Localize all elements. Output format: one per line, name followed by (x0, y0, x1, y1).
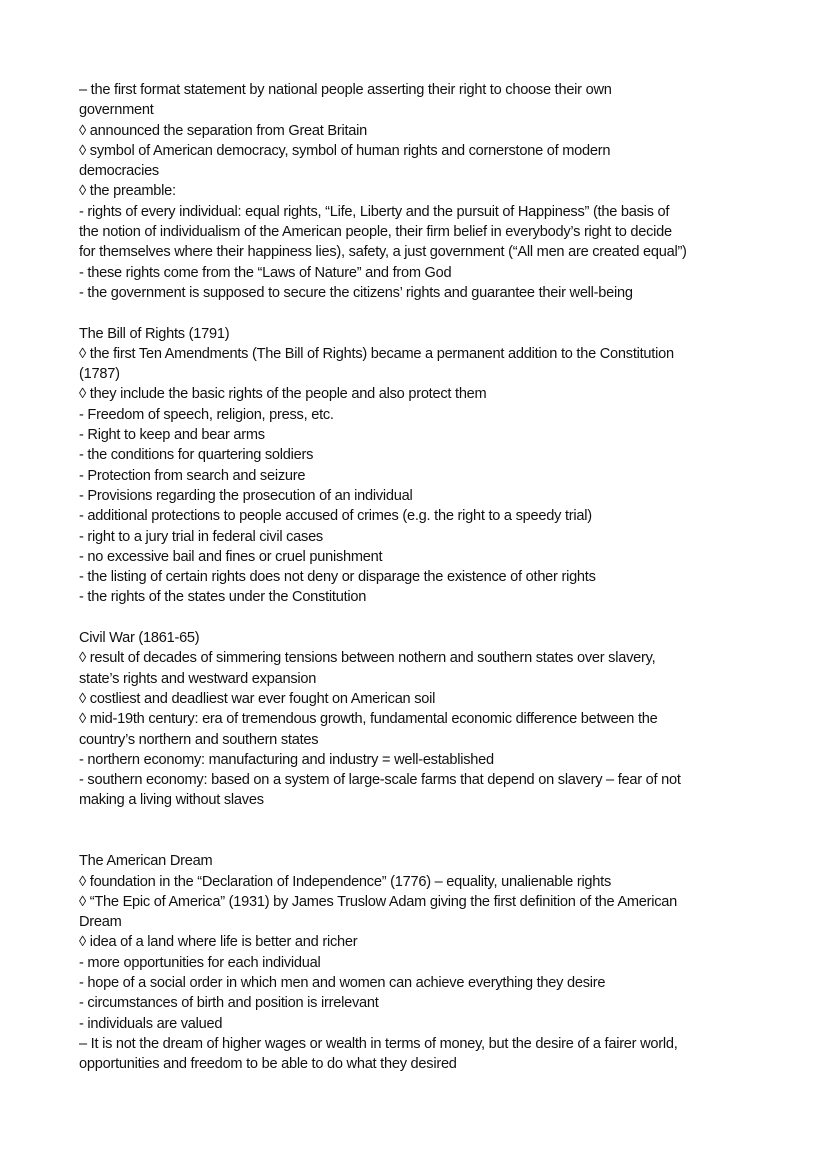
body-line: - southern economy: based on a system of large-scale farms that depend on slavery – fear of not (79, 772, 681, 789)
paragraph-spacer (79, 303, 759, 323)
body-line: ◊ announced the separation from Great Britain (79, 122, 368, 139)
body-line: government (79, 102, 154, 119)
body-line: ◊ symbol of American democracy, symbol of human rights and cornerstone of modern (79, 142, 611, 159)
body-line: - Right to keep and bear arms (79, 427, 265, 444)
paragraph-spacer (79, 811, 759, 852)
body-line: country’s northern and southern states (79, 731, 319, 748)
body-line: opportunities and freedom to be able to do what they desired (79, 1056, 457, 1073)
body-line: - rights of every individual: equal rights, “Life, Liberty and the pursuit of Happiness” (the basis of (79, 203, 670, 220)
body-line: – the first format statement by national people asserting their right to choose their own (79, 82, 612, 98)
body-line: ◊ they include the basic rights of the people and also protect them (79, 386, 487, 403)
body-line: - the listing of certain rights does not deny or disparage the existence of other rights (79, 569, 596, 586)
body-line: - more opportunities for each individual (79, 954, 321, 971)
section-heading: The American Dream (79, 853, 213, 870)
body-line: - Freedom of speech, religion, press, etc. (79, 406, 334, 423)
body-line: - the rights of the states under the Constitution (79, 589, 367, 606)
body-line: ◊ the first Ten Amendments (The Bill of Rights) became a permanent addition to the Constitution (79, 345, 674, 362)
body-line: - right to a jury trial in federal civil cases (79, 528, 323, 545)
document-page (79, 80, 759, 1075)
body-line: - northern economy: manufacturing and industry = well-established (79, 751, 494, 768)
body-line: - Protection from search and seizure (79, 467, 306, 484)
body-line: making a living without slaves (79, 792, 264, 809)
body-line: - additional protections to people accused of crimes (e.g. the right to a speedy trial) (79, 508, 592, 525)
body-line: ◊ mid-19th century: era of tremendous growth, fundamental economic difference between the (79, 711, 658, 728)
section-heading: The Bill of Rights (1791) (79, 325, 230, 342)
body-line: ◊ costliest and deadliest war ever fought on American soil (79, 690, 436, 707)
body-line: Dream (79, 914, 122, 931)
body-line: for themselves where their happiness lies), safety, a just government (“All men are created equal”) (79, 244, 687, 261)
body-line: the notion of individualism of the American people, their firm belief in everybody’s right to decide (79, 224, 672, 241)
section-american-dream (79, 851, 759, 1074)
body-line: - no excessive bail and fines or cruel punishment (79, 548, 383, 565)
body-line: - these rights come from the “Laws of Nature” and from God (79, 264, 452, 281)
body-line: state’s rights and westward expansion (79, 670, 317, 687)
section-heading: Civil War (1861-65) (79, 630, 200, 647)
body-line: - individuals are valued (79, 1015, 223, 1032)
body-line: ◊ idea of a land where life is better and richer (79, 934, 358, 951)
body-line: – It is not the dream of higher wages or wealth in terms of money, but the desire of a fairer world, (79, 1035, 678, 1052)
body-line: - the government is supposed to secure the citizens’ rights and guarantee their well-being (79, 284, 633, 301)
section-declaration-of-independence (79, 80, 759, 303)
body-line: ◊ the preamble: (79, 183, 176, 200)
body-line: - Provisions regarding the prosecution of an individual (79, 487, 413, 504)
body-line: (1787) (79, 366, 120, 383)
body-line: ◊ result of decades of simmering tensions between nothern and southern states over slavery, (79, 650, 656, 667)
body-line: - hope of a social order in which men and women can achieve everything they desire (79, 975, 606, 992)
body-line: ◊ “The Epic of America” (1931) by James Truslow Adam giving the first definition of the American (79, 893, 678, 910)
section-civil-war (79, 628, 759, 811)
paragraph-spacer (79, 608, 759, 628)
body-line: - the conditions for quartering soldiers (79, 447, 314, 464)
section-bill-of-rights (79, 324, 759, 608)
body-line: - circumstances of birth and position is irrelevant (79, 995, 379, 1012)
body-line: democracies (79, 163, 159, 180)
body-line: ◊ foundation in the “Declaration of Independence” (1776) – equality, unalienable rights (79, 873, 612, 890)
